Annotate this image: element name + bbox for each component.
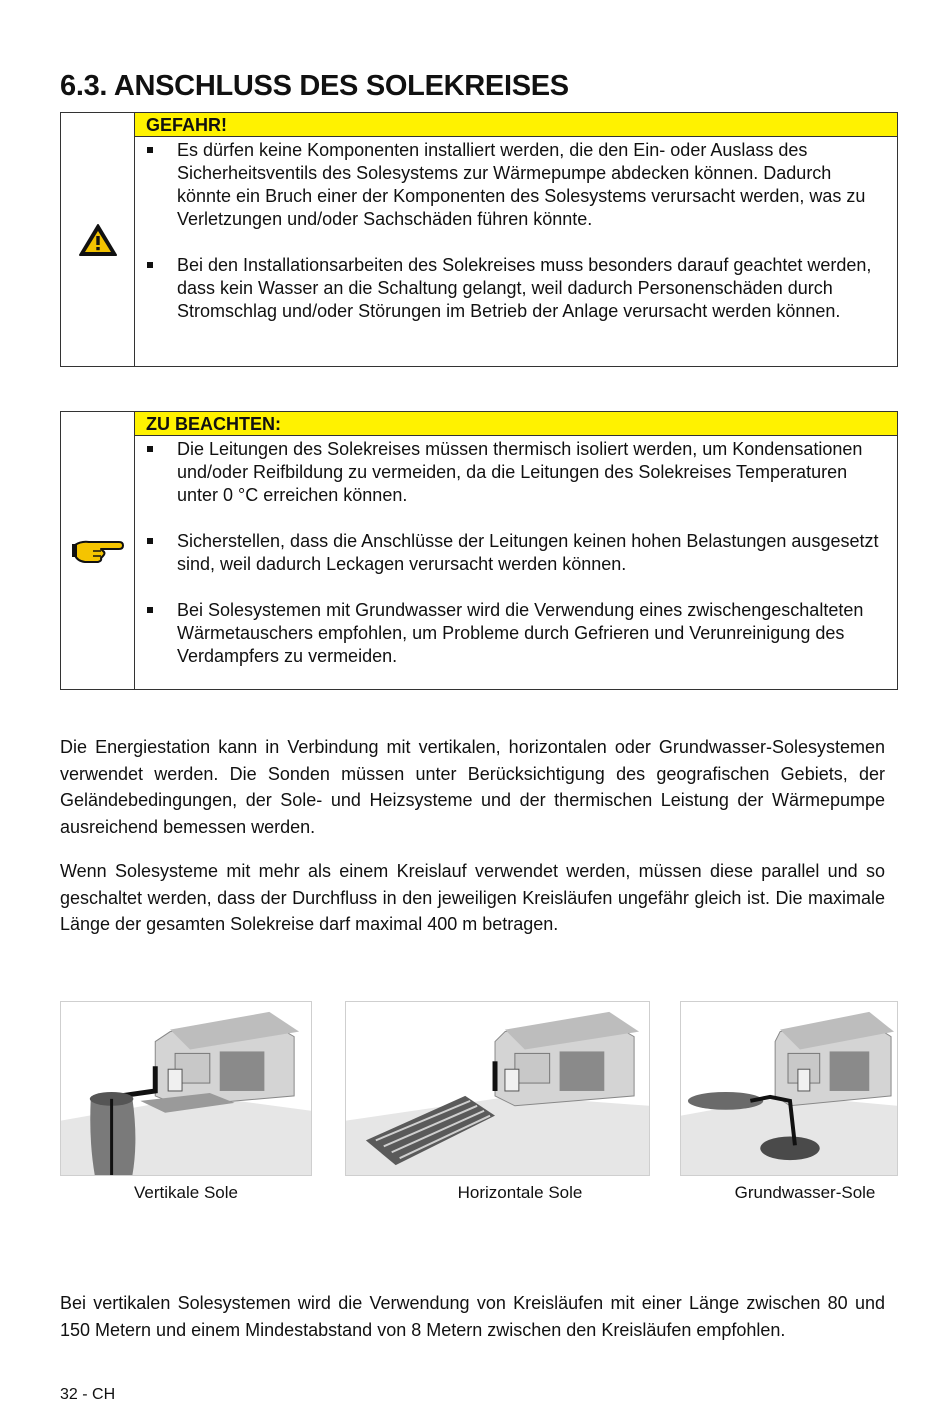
note-item: Sicherstellen, dass die Anschlüsse der Leitungen keinen hohen Belastungen ausgesetzt sind, weil dadurch Leckagen verursacht werden können.	[177, 530, 887, 576]
figure-caption: Horizontale Sole	[457, 1183, 583, 1202]
pointing-hand-icon	[71, 537, 125, 565]
note-title: ZU BEACHTEN:	[135, 412, 897, 436]
note-notice	[60, 411, 898, 690]
body-paragraph: Bei vertikalen Solesystemen wird die Verwendung von Kreisläufen mit einer Länge zwischen 80 und 150 Metern und einem Mindestabstand von 8 Metern zwischen den Kreisläufen empfohlen.	[60, 1293, 885, 1340]
danger-content	[135, 113, 897, 366]
page-number: 32 - CH	[60, 1386, 116, 1403]
figure-caption: Grundwasser-Sole	[734, 1183, 876, 1202]
danger-notice	[60, 112, 898, 367]
section-title: 6.3. ANSCHLUSS DES SOLEKREISES	[60, 70, 569, 102]
danger-title: GEFAHR!	[135, 113, 897, 137]
danger-item: Es dürfen keine Komponenten installiert werden, die den Ein- oder Auslass des Sicherheitsventils des Solesystems zur Wärmepumpe abdecken können. Dadurch könnte ein Bruch einer der Komponenten des Solesystems verursacht werden, was zu Verletzungen und/oder Sachschäden führen könnte.	[177, 139, 887, 231]
note-item: Bei Solesystemen mit Grundwasser wird die Verwendung eines zwischengeschalteten Wärmetauschers empfohlen, um Probleme durch Gefrieren und Verunreinigung des Verdampfers zu vermeiden.	[177, 599, 887, 668]
danger-list	[135, 137, 897, 323]
vertical-sole-image	[60, 1001, 312, 1176]
danger-item: Bei den Installationsarbeiten des Solekreises muss besonders darauf geachtet werden, dass kein Wasser an die Schaltung gelangt, weil dadurch Personenschäden durch Stromschlag und/oder Störungen im Betrieb der Anlage verursacht werden können.	[177, 254, 887, 323]
grundwasser-sole-image	[680, 1001, 898, 1176]
note-content	[135, 412, 897, 689]
body-paragraph: Die Energiestation kann in Verbindung mit vertikalen, horizontalen oder Grundwasser-Solesystemen verwendet werden. Die Sonden müssen unter Berücksichtigung des geografischen Gebiets, der Geländebedingungen, der Sole- und Heizsysteme und der thermischen Leistung der Wärmepumpe ausreichend bemessen werden.	[60, 737, 885, 837]
warning-triangle-icon	[78, 223, 118, 257]
danger-icon-cell	[61, 113, 135, 366]
horizontal-sole-image	[345, 1001, 650, 1176]
note-icon-cell	[61, 412, 135, 689]
note-item: Die Leitungen des Solekreises müssen thermisch isoliert werden, um Kondensationen und/oder Reifbildung zu vermeiden, da die Leitungen des Solekreises Temperaturen unter 0 °C erreichen können.	[177, 438, 887, 507]
figure-caption: Vertikale Sole	[134, 1183, 238, 1202]
body-paragraph: Wenn Solesysteme mit mehr als einem Kreislauf verwendet werden, müssen diese parallel und so geschaltet werden, dass der Durchfluss in den jeweiligen Kreisläufen ungefähr gleich ist. Die maximale Länge der gesamten Solekreise darf maximal 400 m betragen.	[60, 861, 885, 934]
note-list	[135, 436, 897, 668]
